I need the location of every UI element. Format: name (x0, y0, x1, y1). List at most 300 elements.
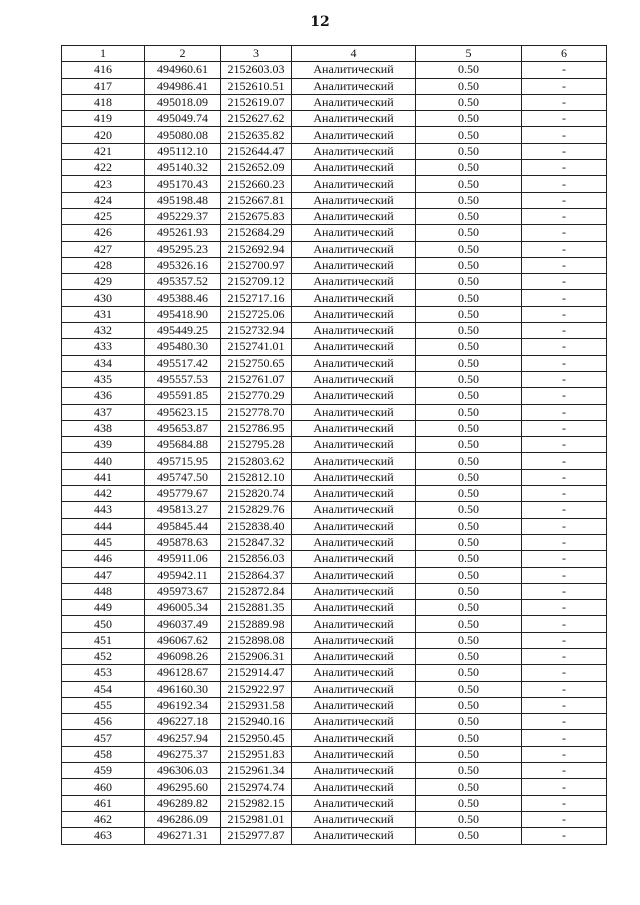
method-cell: Аналитический (292, 632, 416, 648)
method-cell: Аналитический (292, 714, 416, 730)
table-row (62, 632, 607, 648)
table-row (62, 355, 607, 371)
table-row (62, 323, 607, 339)
accuracy-cell: 0.50 (416, 404, 522, 420)
note-cell: - (522, 648, 607, 664)
x-coordinate-cell: 496037.49 (145, 616, 221, 632)
accuracy-cell: 0.50 (416, 160, 522, 176)
x-coordinate-cell: 495261.93 (145, 225, 221, 241)
table-row (62, 257, 607, 273)
method-cell: Аналитический (292, 665, 416, 681)
y-coordinate-cell: 2152795.28 (221, 437, 292, 453)
table-row (62, 714, 607, 730)
note-cell: - (522, 714, 607, 730)
point-number-cell: 461 (62, 795, 145, 811)
x-coordinate-cell: 495049.74 (145, 111, 221, 127)
accuracy-cell: 0.50 (416, 714, 522, 730)
point-number-cell: 434 (62, 355, 145, 371)
accuracy-cell: 0.50 (416, 600, 522, 616)
note-cell: - (522, 404, 607, 420)
x-coordinate-cell: 496289.82 (145, 795, 221, 811)
accuracy-cell: 0.50 (416, 437, 522, 453)
y-coordinate-cell: 2152931.58 (221, 697, 292, 713)
y-coordinate-cell: 2152610.51 (221, 78, 292, 94)
method-cell: Аналитический (292, 160, 416, 176)
note-cell: - (522, 323, 607, 339)
point-number-cell: 417 (62, 78, 145, 94)
point-number-cell: 451 (62, 632, 145, 648)
point-number-cell: 456 (62, 714, 145, 730)
accuracy-cell: 0.50 (416, 730, 522, 746)
accuracy-cell: 0.50 (416, 225, 522, 241)
method-cell: Аналитический (292, 746, 416, 762)
note-cell: - (522, 600, 607, 616)
point-number-cell: 442 (62, 486, 145, 502)
accuracy-cell: 0.50 (416, 469, 522, 485)
y-coordinate-cell: 2152914.47 (221, 665, 292, 681)
method-cell: Аналитический (292, 371, 416, 387)
point-number-cell: 438 (62, 420, 145, 436)
y-coordinate-cell: 2152619.07 (221, 94, 292, 110)
method-cell: Аналитический (292, 62, 416, 78)
accuracy-cell: 0.50 (416, 94, 522, 110)
point-number-cell: 443 (62, 502, 145, 518)
point-number-cell: 436 (62, 388, 145, 404)
note-cell: - (522, 388, 607, 404)
y-coordinate-cell: 2152667.81 (221, 192, 292, 208)
x-coordinate-cell: 495878.63 (145, 534, 221, 550)
y-coordinate-cell: 2152847.32 (221, 534, 292, 550)
accuracy-cell: 0.50 (416, 78, 522, 94)
column-header: 4 (292, 46, 416, 62)
x-coordinate-cell: 496160.30 (145, 681, 221, 697)
method-cell: Аналитический (292, 518, 416, 534)
note-cell: - (522, 339, 607, 355)
table-row (62, 616, 607, 632)
table-row (62, 225, 607, 241)
table-row (62, 600, 607, 616)
note-cell: - (522, 763, 607, 779)
point-number-cell: 448 (62, 583, 145, 599)
note-cell: - (522, 437, 607, 453)
point-number-cell: 435 (62, 371, 145, 387)
accuracy-cell: 0.50 (416, 502, 522, 518)
table-row (62, 290, 607, 306)
method-cell: Аналитический (292, 355, 416, 371)
accuracy-cell: 0.50 (416, 453, 522, 469)
method-cell: Аналитический (292, 127, 416, 143)
point-number-cell: 440 (62, 453, 145, 469)
table-row (62, 143, 607, 159)
note-cell: - (522, 583, 607, 599)
y-coordinate-cell: 2152692.94 (221, 241, 292, 257)
method-cell: Аналитический (292, 567, 416, 583)
note-cell: - (522, 795, 607, 811)
note-cell: - (522, 486, 607, 502)
point-number-cell: 424 (62, 192, 145, 208)
method-cell: Аналитический (292, 648, 416, 664)
point-number-cell: 431 (62, 306, 145, 322)
accuracy-cell: 0.50 (416, 665, 522, 681)
accuracy-cell: 0.50 (416, 192, 522, 208)
x-coordinate-cell: 495517.42 (145, 355, 221, 371)
point-number-cell: 420 (62, 127, 145, 143)
method-cell: Аналитический (292, 779, 416, 795)
accuracy-cell: 0.50 (416, 583, 522, 599)
accuracy-cell: 0.50 (416, 616, 522, 632)
method-cell: Аналитический (292, 600, 416, 616)
y-coordinate-cell: 2152940.16 (221, 714, 292, 730)
accuracy-cell: 0.50 (416, 567, 522, 583)
note-cell: - (522, 616, 607, 632)
accuracy-cell: 0.50 (416, 534, 522, 550)
accuracy-cell: 0.50 (416, 339, 522, 355)
table-row (62, 62, 607, 78)
table-row (62, 730, 607, 746)
x-coordinate-cell: 495779.67 (145, 486, 221, 502)
point-number-cell: 425 (62, 208, 145, 224)
table-row (62, 192, 607, 208)
table-row (62, 681, 607, 697)
y-coordinate-cell: 2152906.31 (221, 648, 292, 664)
y-coordinate-cell: 2152750.65 (221, 355, 292, 371)
note-cell: - (522, 371, 607, 387)
point-number-cell: 455 (62, 697, 145, 713)
column-header: 6 (522, 46, 607, 62)
y-coordinate-cell: 2152770.29 (221, 388, 292, 404)
y-coordinate-cell: 2152829.76 (221, 502, 292, 518)
table-row (62, 811, 607, 827)
point-number-cell: 427 (62, 241, 145, 257)
y-coordinate-cell: 2152820.74 (221, 486, 292, 502)
x-coordinate-cell: 495623.15 (145, 404, 221, 420)
table-row (62, 665, 607, 681)
point-number-cell: 418 (62, 94, 145, 110)
table-row (62, 371, 607, 387)
method-cell: Аналитический (292, 306, 416, 322)
table-body (62, 62, 607, 844)
x-coordinate-cell: 495229.37 (145, 208, 221, 224)
method-cell: Аналитический (292, 388, 416, 404)
table-row (62, 518, 607, 534)
x-coordinate-cell: 495715.95 (145, 453, 221, 469)
note-cell: - (522, 355, 607, 371)
accuracy-cell: 0.50 (416, 323, 522, 339)
point-number-cell: 449 (62, 600, 145, 616)
point-number-cell: 445 (62, 534, 145, 550)
y-coordinate-cell: 2152603.03 (221, 62, 292, 78)
method-cell: Аналитический (292, 502, 416, 518)
note-cell: - (522, 518, 607, 534)
point-number-cell: 426 (62, 225, 145, 241)
note-cell: - (522, 290, 607, 306)
accuracy-cell: 0.50 (416, 257, 522, 273)
method-cell: Аналитический (292, 339, 416, 355)
point-number-cell: 457 (62, 730, 145, 746)
accuracy-cell: 0.50 (416, 388, 522, 404)
accuracy-cell: 0.50 (416, 648, 522, 664)
accuracy-cell: 0.50 (416, 551, 522, 567)
x-coordinate-cell: 494960.61 (145, 62, 221, 78)
point-number-cell: 453 (62, 665, 145, 681)
table-row (62, 420, 607, 436)
accuracy-cell: 0.50 (416, 111, 522, 127)
column-header: 1 (62, 46, 145, 62)
x-coordinate-cell: 495911.06 (145, 551, 221, 567)
y-coordinate-cell: 2152786.95 (221, 420, 292, 436)
method-cell: Аналитический (292, 453, 416, 469)
accuracy-cell: 0.50 (416, 241, 522, 257)
note-cell: - (522, 779, 607, 795)
accuracy-cell: 0.50 (416, 371, 522, 387)
x-coordinate-cell: 495973.67 (145, 583, 221, 599)
method-cell: Аналитический (292, 208, 416, 224)
accuracy-cell: 0.50 (416, 127, 522, 143)
column-header: 5 (416, 46, 522, 62)
note-cell: - (522, 176, 607, 192)
y-coordinate-cell: 2152922.97 (221, 681, 292, 697)
y-coordinate-cell: 2152635.82 (221, 127, 292, 143)
note-cell: - (522, 274, 607, 290)
accuracy-cell: 0.50 (416, 518, 522, 534)
y-coordinate-cell: 2152974.74 (221, 779, 292, 795)
y-coordinate-cell: 2152741.01 (221, 339, 292, 355)
method-cell: Аналитический (292, 811, 416, 827)
y-coordinate-cell: 2152961.34 (221, 763, 292, 779)
point-number-cell: 429 (62, 274, 145, 290)
table-row (62, 469, 607, 485)
page-number: 12 (310, 14, 330, 30)
method-cell: Аналитический (292, 730, 416, 746)
y-coordinate-cell: 2152951.83 (221, 746, 292, 762)
note-cell: - (522, 78, 607, 94)
y-coordinate-cell: 2152838.40 (221, 518, 292, 534)
table-row (62, 437, 607, 453)
note-cell: - (522, 143, 607, 159)
note-cell: - (522, 632, 607, 648)
table-row (62, 453, 607, 469)
point-number-cell: 460 (62, 779, 145, 795)
table-row (62, 78, 607, 94)
method-cell: Аналитический (292, 225, 416, 241)
x-coordinate-cell: 496306.03 (145, 763, 221, 779)
x-coordinate-cell: 495684.88 (145, 437, 221, 453)
accuracy-cell: 0.50 (416, 697, 522, 713)
point-number-cell: 419 (62, 111, 145, 127)
note-cell: - (522, 111, 607, 127)
y-coordinate-cell: 2152652.09 (221, 160, 292, 176)
note-cell: - (522, 160, 607, 176)
x-coordinate-cell: 495418.90 (145, 306, 221, 322)
accuracy-cell: 0.50 (416, 828, 522, 844)
x-coordinate-cell: 496227.18 (145, 714, 221, 730)
x-coordinate-cell: 496257.94 (145, 730, 221, 746)
note-cell: - (522, 551, 607, 567)
accuracy-cell: 0.50 (416, 274, 522, 290)
point-number-cell: 454 (62, 681, 145, 697)
column-header: 3 (221, 46, 292, 62)
x-coordinate-cell: 495845.44 (145, 518, 221, 534)
method-cell: Аналитический (292, 192, 416, 208)
point-number-cell: 441 (62, 469, 145, 485)
note-cell: - (522, 241, 607, 257)
point-number-cell: 450 (62, 616, 145, 632)
note-cell: - (522, 828, 607, 844)
accuracy-cell: 0.50 (416, 355, 522, 371)
x-coordinate-cell: 495295.23 (145, 241, 221, 257)
note-cell: - (522, 453, 607, 469)
x-coordinate-cell: 495449.25 (145, 323, 221, 339)
x-coordinate-cell: 495170.43 (145, 176, 221, 192)
table-row (62, 502, 607, 518)
x-coordinate-cell: 495388.46 (145, 290, 221, 306)
point-number-cell: 447 (62, 567, 145, 583)
x-coordinate-cell: 495813.27 (145, 502, 221, 518)
point-number-cell: 463 (62, 828, 145, 844)
note-cell: - (522, 469, 607, 485)
y-coordinate-cell: 2152864.37 (221, 567, 292, 583)
note-cell: - (522, 681, 607, 697)
x-coordinate-cell: 496271.31 (145, 828, 221, 844)
x-coordinate-cell: 495557.53 (145, 371, 221, 387)
table-row (62, 176, 607, 192)
coordinates-table (61, 45, 607, 845)
y-coordinate-cell: 2152660.23 (221, 176, 292, 192)
note-cell: - (522, 697, 607, 713)
point-number-cell: 430 (62, 290, 145, 306)
point-number-cell: 462 (62, 811, 145, 827)
y-coordinate-cell: 2152881.35 (221, 600, 292, 616)
method-cell: Аналитический (292, 486, 416, 502)
table-row (62, 208, 607, 224)
table-row (62, 486, 607, 502)
y-coordinate-cell: 2152856.03 (221, 551, 292, 567)
point-number-cell: 421 (62, 143, 145, 159)
accuracy-cell: 0.50 (416, 486, 522, 502)
table-header-row (62, 46, 607, 62)
y-coordinate-cell: 2152872.84 (221, 583, 292, 599)
method-cell: Аналитический (292, 143, 416, 159)
note-cell: - (522, 306, 607, 322)
y-coordinate-cell: 2152700.97 (221, 257, 292, 273)
accuracy-cell: 0.50 (416, 420, 522, 436)
table-row (62, 648, 607, 664)
method-cell: Аналитический (292, 257, 416, 273)
y-coordinate-cell: 2152732.94 (221, 323, 292, 339)
y-coordinate-cell: 2152898.08 (221, 632, 292, 648)
x-coordinate-cell: 495591.85 (145, 388, 221, 404)
y-coordinate-cell: 2152812.10 (221, 469, 292, 485)
x-coordinate-cell: 495653.87 (145, 420, 221, 436)
point-number-cell: 423 (62, 176, 145, 192)
point-number-cell: 446 (62, 551, 145, 567)
table-row (62, 94, 607, 110)
column-header: 2 (145, 46, 221, 62)
method-cell: Аналитический (292, 534, 416, 550)
accuracy-cell: 0.50 (416, 811, 522, 827)
table-row (62, 583, 607, 599)
method-cell: Аналитический (292, 404, 416, 420)
accuracy-cell: 0.50 (416, 632, 522, 648)
x-coordinate-cell: 495326.16 (145, 257, 221, 273)
table-row (62, 160, 607, 176)
note-cell: - (522, 665, 607, 681)
x-coordinate-cell: 495112.10 (145, 143, 221, 159)
method-cell: Аналитический (292, 551, 416, 567)
method-cell: Аналитический (292, 583, 416, 599)
method-cell: Аналитический (292, 78, 416, 94)
accuracy-cell: 0.50 (416, 681, 522, 697)
x-coordinate-cell: 495942.11 (145, 567, 221, 583)
x-coordinate-cell: 496128.67 (145, 665, 221, 681)
table-row (62, 534, 607, 550)
accuracy-cell: 0.50 (416, 306, 522, 322)
point-number-cell: 459 (62, 763, 145, 779)
y-coordinate-cell: 2152778.70 (221, 404, 292, 420)
table-row (62, 746, 607, 762)
point-number-cell: 452 (62, 648, 145, 664)
accuracy-cell: 0.50 (416, 208, 522, 224)
point-number-cell: 422 (62, 160, 145, 176)
accuracy-cell: 0.50 (416, 143, 522, 159)
table-row (62, 551, 607, 567)
method-cell: Аналитический (292, 323, 416, 339)
note-cell: - (522, 62, 607, 78)
method-cell: Аналитический (292, 795, 416, 811)
x-coordinate-cell: 496286.09 (145, 811, 221, 827)
point-number-cell: 458 (62, 746, 145, 762)
method-cell: Аналитический (292, 290, 416, 306)
x-coordinate-cell: 495080.08 (145, 127, 221, 143)
table-row (62, 127, 607, 143)
y-coordinate-cell: 2152977.87 (221, 828, 292, 844)
table-row (62, 388, 607, 404)
point-number-cell: 432 (62, 323, 145, 339)
y-coordinate-cell: 2152889.98 (221, 616, 292, 632)
method-cell: Аналитический (292, 241, 416, 257)
table-row (62, 697, 607, 713)
method-cell: Аналитический (292, 94, 416, 110)
note-cell: - (522, 127, 607, 143)
note-cell: - (522, 502, 607, 518)
y-coordinate-cell: 2152981.01 (221, 811, 292, 827)
accuracy-cell: 0.50 (416, 763, 522, 779)
method-cell: Аналитический (292, 469, 416, 485)
point-number-cell: 416 (62, 62, 145, 78)
x-coordinate-cell: 495198.48 (145, 192, 221, 208)
table-row (62, 241, 607, 257)
accuracy-cell: 0.50 (416, 290, 522, 306)
y-coordinate-cell: 2152761.07 (221, 371, 292, 387)
y-coordinate-cell: 2152627.62 (221, 111, 292, 127)
x-coordinate-cell: 495357.52 (145, 274, 221, 290)
method-cell: Аналитический (292, 828, 416, 844)
note-cell: - (522, 257, 607, 273)
note-cell: - (522, 811, 607, 827)
accuracy-cell: 0.50 (416, 746, 522, 762)
method-cell: Аналитический (292, 681, 416, 697)
y-coordinate-cell: 2152950.45 (221, 730, 292, 746)
note-cell: - (522, 567, 607, 583)
y-coordinate-cell: 2152725.06 (221, 306, 292, 322)
method-cell: Аналитический (292, 697, 416, 713)
y-coordinate-cell: 2152675.83 (221, 208, 292, 224)
table-row (62, 763, 607, 779)
accuracy-cell: 0.50 (416, 176, 522, 192)
x-coordinate-cell: 495018.09 (145, 94, 221, 110)
x-coordinate-cell: 496275.37 (145, 746, 221, 762)
method-cell: Аналитический (292, 616, 416, 632)
